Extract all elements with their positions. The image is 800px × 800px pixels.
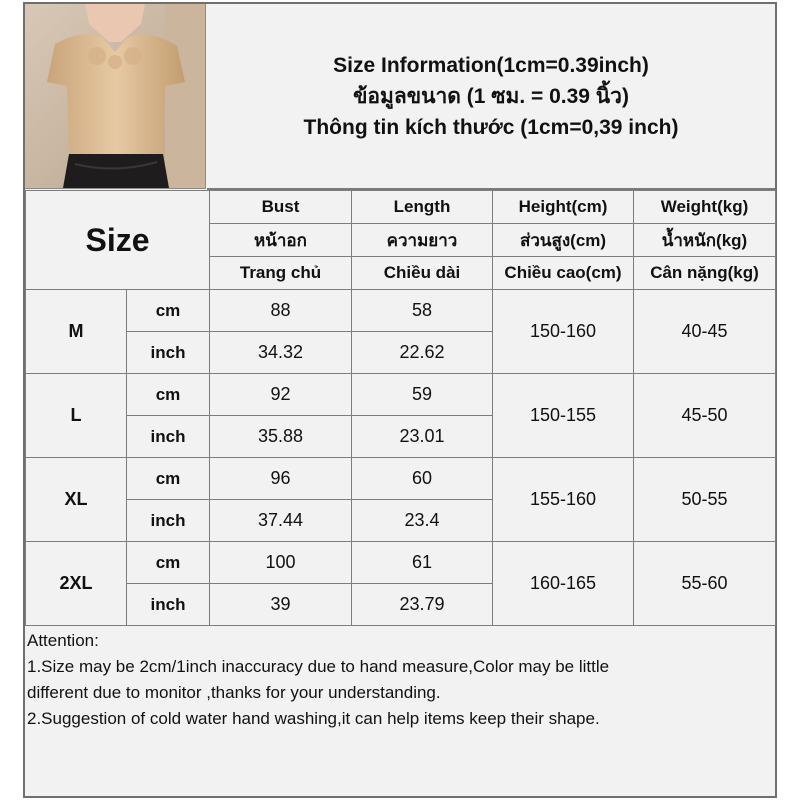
table-row — [26, 542, 776, 584]
length-inch: 23.4 — [352, 500, 493, 542]
bust-cm: 88 — [210, 290, 352, 332]
bust-header-vi: Trang chủ — [210, 257, 352, 290]
bust-inch: 37.44 — [210, 500, 352, 542]
weight-header-en: Weight(kg) — [634, 191, 776, 224]
table-row — [26, 458, 776, 500]
weight-range: 50-55 — [634, 458, 776, 542]
size-table — [25, 190, 776, 626]
bust-inch: 39 — [210, 584, 352, 626]
bust-header-th: หน้าอก — [210, 224, 352, 257]
note-line: 1.Size may be 2cm/1inch inaccuracy due to hand measure,Color may be little — [27, 657, 610, 676]
length-cm: 58 — [352, 290, 493, 332]
unit-cm: cm — [127, 458, 210, 500]
length-inch: 22.62 — [352, 332, 493, 374]
length-inch: 23.79 — [352, 584, 493, 626]
size-name: 2XL — [26, 542, 127, 626]
title-vietnamese: Thông tin kích thước (1cm=0,39 inch) — [303, 115, 679, 139]
unit-inch: inch — [127, 332, 210, 374]
weight-range: 45-50 — [634, 374, 776, 458]
height-range: 150-160 — [493, 290, 634, 374]
attention-heading: Attention: — [27, 631, 99, 650]
bust-header-en: Bust — [210, 191, 352, 224]
weight-header-vi: Cân nặng(kg) — [634, 257, 776, 290]
unit-inch: inch — [127, 416, 210, 458]
size-column-header: Size — [26, 191, 210, 290]
bust-cm: 96 — [210, 458, 352, 500]
weight-range: 40-45 — [634, 290, 776, 374]
model-photo — [25, 4, 206, 189]
height-header-en: Height(cm) — [493, 191, 634, 224]
height-header-vi: Chiều cao(cm) — [493, 257, 634, 290]
unit-cm: cm — [127, 542, 210, 584]
note-line: different due to monitor ,thanks for your understanding. — [27, 683, 441, 702]
height-range: 155-160 — [493, 458, 634, 542]
bust-inch: 35.88 — [210, 416, 352, 458]
title-block — [207, 4, 775, 190]
header-row-english — [26, 191, 776, 224]
size-name: XL — [26, 458, 127, 542]
note-line: 2.Suggestion of cold water hand washing,it can help items keep their shape. — [27, 709, 600, 728]
bust-inch: 34.32 — [210, 332, 352, 374]
weight-range: 55-60 — [634, 542, 776, 626]
attention-notes — [27, 628, 767, 732]
length-header-vi: Chiều dài — [352, 257, 493, 290]
length-cm: 61 — [352, 542, 493, 584]
size-name: L — [26, 374, 127, 458]
model-photo-icon — [25, 4, 205, 188]
length-cm: 59 — [352, 374, 493, 416]
unit-cm: cm — [127, 290, 210, 332]
unit-cm: cm — [127, 374, 210, 416]
height-range: 150-155 — [493, 374, 634, 458]
table-row — [26, 290, 776, 332]
title-thai: ข้อมูลขนาด (1 ซม. = 0.39 นิ้ว) — [353, 84, 629, 108]
table-row — [26, 374, 776, 416]
unit-inch: inch — [127, 584, 210, 626]
height-header-th: ส่วนสูง(cm) — [493, 224, 634, 257]
length-inch: 23.01 — [352, 416, 493, 458]
bust-cm: 100 — [210, 542, 352, 584]
height-range: 160-165 — [493, 542, 634, 626]
title-english: Size Information(1cm=0.39inch) — [333, 53, 649, 77]
size-name: M — [26, 290, 127, 374]
weight-header-th: น้ำหนัก(kg) — [634, 224, 776, 257]
bust-cm: 92 — [210, 374, 352, 416]
length-header-th: ความยาว — [352, 224, 493, 257]
length-cm: 60 — [352, 458, 493, 500]
length-header-en: Length — [352, 191, 493, 224]
unit-inch: inch — [127, 500, 210, 542]
